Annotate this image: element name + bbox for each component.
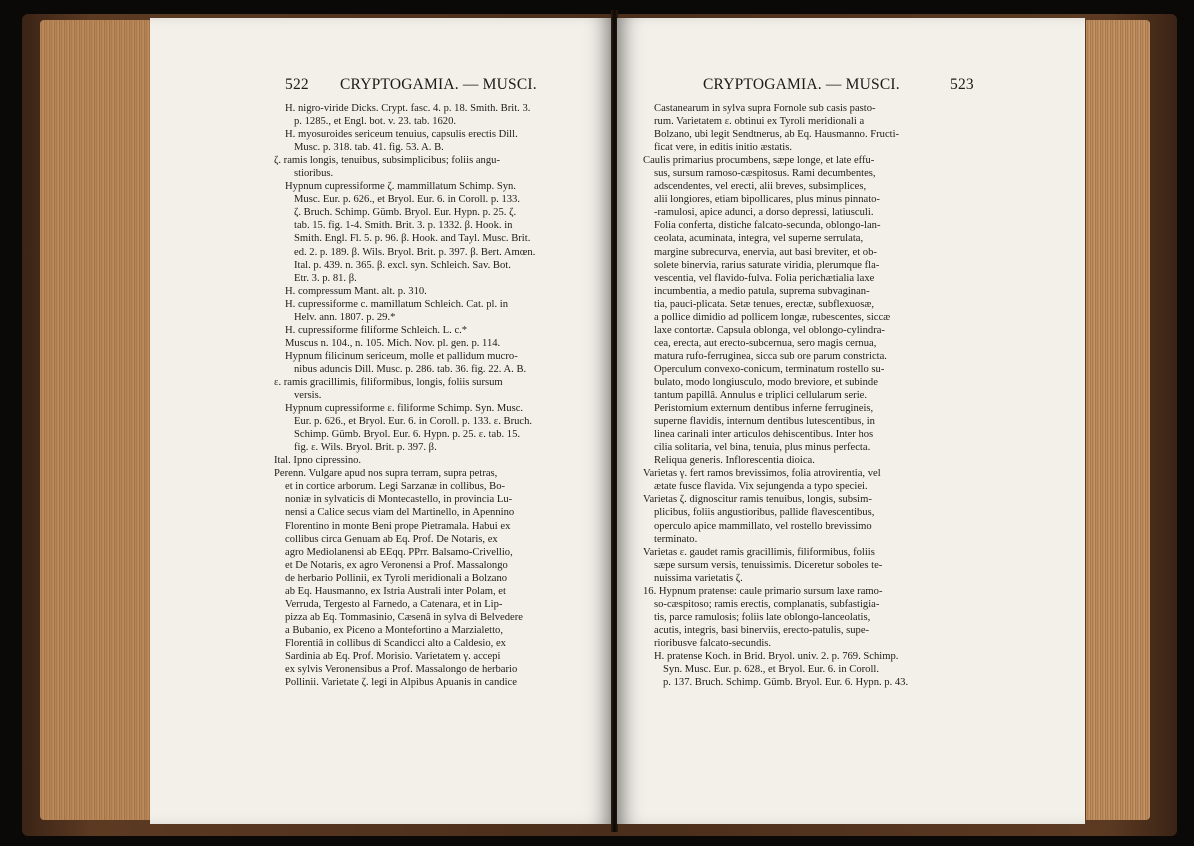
text-line: H. pratense Koch. in Brid. Bryol. univ. 2. p. 769. Schimp. xyxy=(654,650,899,662)
text-line: linea carinali inter articulos dehiscentibus. Inter hos xyxy=(654,429,874,441)
text-line: Varietas ε. gaudet ramis gracillimis, filiformibus, foliis xyxy=(643,546,875,558)
text-line: H. cupressiforme c. mamillatum Schleich. Cat. pl. in xyxy=(285,298,509,310)
text-line: H. myosuroides sericeum tenuius, capsulis erectis Dill. xyxy=(285,129,518,141)
text-line: Muscus n. 104., n. 105. Mich. Nov. pl. gen. p. 114. xyxy=(285,337,501,349)
text-line: H. nigro-viride Dicks. Crypt. fasc. 4. p. 18. Smith. Brit. 3. xyxy=(285,103,531,114)
text-line: cilia solitaria, vel bina, tenuia, plus minus perfecta. xyxy=(654,442,871,454)
text-line: Florentino in monte Beni prope Pietramala. Habui ex xyxy=(285,520,511,532)
text-line: Florentiâ in collibus di Scandicci alto a Caldesio, ex xyxy=(285,637,506,649)
text-line: Hypnum cupressiforme ζ. mammillatum Schimp. Syn. xyxy=(285,181,516,193)
text-line: p. 137. Bruch. Schimp. Gümb. Bryol. Eur. 6. Hypn. p. 43. xyxy=(663,677,909,689)
right-page xyxy=(617,18,1085,824)
text-line: tab. 15. fig. 1-4. Smith. Brit. 3. p. 1332. β. Hook. in xyxy=(294,220,513,232)
text-line: ζ. ramis longis, tenuibus, subsimplicibus; foliis angu- xyxy=(274,155,500,167)
text-line: Folia conferta, distiche falcato-secunda, oblongo-lan- xyxy=(654,220,881,232)
text-line: sus, sursum ramoso-cæspitosus. Rami decumbentes, xyxy=(654,168,876,180)
text-line: stioribus. xyxy=(294,168,334,180)
text-line: alii longiores, etiam bipollicares, plus minus pinnato- xyxy=(654,194,880,206)
text-line: Musc. p. 318. tab. 41. fig. 53. A. B. xyxy=(294,142,444,154)
text-line: ab Eq. Hausmanno, ex Istria Australi inter Polam, et xyxy=(285,585,506,597)
text-line: a Bubanio, ex Piceno a Montefortino a Marzialetto, xyxy=(285,624,503,636)
text-line: agro Mediolanensi ab EEqq. PPrr. Balsamo-Crivellio, xyxy=(285,546,513,558)
text-line: ε. ramis gracillimis, filiformibus, longis, foliis sursum xyxy=(274,376,503,388)
text-line: fig. ε. Wils. Bryol. Brit. p. 397. β. xyxy=(294,442,437,454)
text-line: incumbentia, a medio patula, suprema subvaginan- xyxy=(654,285,870,297)
text-line: H. compressum Mant. alt. p. 310. xyxy=(285,285,427,297)
text-line: matura rufo-ferruginea, sicca sub ore parum constricta. xyxy=(654,350,887,362)
text-line: noniæ in sylvaticis di Montecastello, in provincia Lu- xyxy=(285,494,513,506)
text-line: Musc. Eur. p. 626., et Bryol. Eur. 6. in Coroll. p. 133. xyxy=(294,194,520,206)
text-line: acutis, integris, basi binerviis, erecto-patulis, supe- xyxy=(654,624,870,636)
text-line: pizza ab Eq. Tommasinio, Cæsenâ in sylva di Belvedere xyxy=(285,611,523,623)
text-line: ficat vere, in editis initio æstatis. xyxy=(654,142,792,154)
text-line: versis. xyxy=(294,390,322,402)
text-line: p. 1285., et Engl. bot. v. 23. tab. 1620. xyxy=(294,116,457,128)
right-page-edges xyxy=(1086,20,1150,820)
text-line: ed. 2. p. 189. β. Wils. Bryol. Brit. p. 397. β. Bert. Amœn. xyxy=(294,246,536,258)
text-line: rioribusve falcato-secundis. xyxy=(654,637,772,649)
text-line: terminato. xyxy=(654,533,698,545)
text-line: ætate fusce flavida. Vix sejungenda a typo speciei. xyxy=(654,481,868,493)
text-line: ceolata, acuminata, integra, vel superne serrulata, xyxy=(654,233,864,245)
text-line: Peristomium externum dentibus inferne ferrugineis, xyxy=(654,403,874,415)
text-line: Perenn. Vulgare apud nos supra terram, supra petras, xyxy=(274,468,498,480)
text-line: plicibus, foliis angustioribus, pallide flavescentibus, xyxy=(654,507,875,519)
text-line: Verruda, Tergesto al Farnedo, a Catenara, et in Lip- xyxy=(285,598,503,610)
text-line: et De Notaris, ex agro Veronensi a Prof. Massalongo xyxy=(285,559,508,571)
left-running-head: CRYPTOGAMIA. — MUSCI. xyxy=(340,76,537,93)
text-line: bulato, modo longiusculo, modo breviore, et subinde xyxy=(654,376,878,388)
text-line: de herbario Pollinii, ex Tyroli meridionali a Bolzano xyxy=(285,572,508,584)
text-line: operculo apice mammillato, vel rostello brevissimo xyxy=(654,520,872,532)
right-page-number: 523 xyxy=(950,76,974,93)
text-line: collibus circa Genuam ab Eq. Prof. De Notaris, ex xyxy=(285,533,498,545)
text-line: Hypnum filicinum sericeum, molle et pallidum mucro- xyxy=(285,350,518,362)
text-line: Sardinia ab Eq. Prof. Morisio. Varietatem γ. accepi xyxy=(285,650,501,662)
text-line: cea, erecta, aut erecto-subcernua, sero magis cernua, xyxy=(654,337,877,349)
text-line: Etr. 3. p. 81. β. xyxy=(294,272,357,284)
text-line: Ital. p. 439. n. 365. β. excl. syn. Schleich. Sav. Bot. xyxy=(294,259,511,271)
text-line: so-cæspitoso; ramis erectis, complanatis, subfastigia- xyxy=(654,598,880,610)
text-line: nensi a Calice secus viam del Martinello, in Apennino xyxy=(285,507,515,519)
text-line: Ital. Ipno cipressino. xyxy=(274,455,362,467)
text-line: Bolzano, ubi legit Sendtnerus, ab Eq. Hausmanno. Fructi- xyxy=(654,129,900,141)
text-line: Varietas ζ. dignoscitur ramis tenuibus, longis, subsim- xyxy=(643,494,872,506)
text-line: nuissima varietatis ζ. xyxy=(654,572,743,584)
text-line: Syn. Musc. Eur. p. 628., et Bryol. Eur. 6. in Coroll. xyxy=(663,664,879,676)
text-line: laxe contortæ. Capsula oblonga, vel oblongo-cylindra- xyxy=(654,324,885,336)
right-running-head: CRYPTOGAMIA. — MUSCI. xyxy=(703,76,900,93)
text-line: ζ. Bruch. Schimp. Gümb. Bryol. Eur. Hypn. p. 25. ζ. xyxy=(294,207,517,219)
text-line: solete binervia, rarius saturate viridia, plerumque fla- xyxy=(654,259,880,271)
text-line: tis, parce ramulosis; foliis late oblongo-lanceolatis, xyxy=(654,611,871,623)
text-line: vescentia, vel flavido-fulva. Folia perichætialia laxe xyxy=(654,272,875,284)
text-line: -ramulosi, apice adunci, a dorso depressi, latiusculi. xyxy=(654,207,874,219)
text-line: tia, pauci-plicata. Setæ tenues, erectæ, subflexuosæ, xyxy=(654,298,875,310)
left-page xyxy=(150,18,612,824)
text-line: superne flavidis, internum dentibus lutescentibus, in xyxy=(654,416,875,428)
text-line: sæpe sursum versis, tenuissimis. Diceretur soboles te- xyxy=(654,559,883,571)
text-line: Hypnum cupressiforme ε. filiforme Schimp. Syn. Musc. xyxy=(285,403,524,415)
text-line: 16. Hypnum pratense: caule primario sursum laxe ramo- xyxy=(643,585,883,597)
text-line: et in cortice arborum. Legi Sarzanæ in collibus, Bo- xyxy=(285,481,506,493)
text-line: H. cupressiforme filiforme Schleich. L. c.* xyxy=(285,324,468,336)
text-line: margine subrecurva, enervia, aut basi breviter, et ob- xyxy=(654,246,877,258)
left-page-text xyxy=(274,102,599,689)
text-line: tantum papillâ. Annulus e triplici cellularum serie. xyxy=(654,390,867,402)
text-line: Helv. ann. 1807. p. 29.* xyxy=(294,311,396,323)
text-line: Varietas γ. fert ramos brevissimos, folia atrovirentia, vel xyxy=(643,468,881,480)
text-line: adscendentes, vel erecti, alii breves, subsimplices, xyxy=(654,181,867,193)
text-line: Operculum convexo-conicum, terminatum rostello su- xyxy=(654,363,885,375)
text-line: ex sylvis Veronensibus a Prof. Massalongo de herbario xyxy=(285,664,518,676)
text-line: a pollice dimidio ad pollicem longæ, rubescentes, siccæ xyxy=(654,311,891,323)
right-page-text xyxy=(643,102,968,689)
text-line: Schimp. Gümb. Bryol. Eur. 6. Hypn. p. 25. ε. tab. 15. xyxy=(294,429,521,441)
text-line: Smith. Engl. Fl. 5. p. 96. β. Hook. and Tayl. Musc. Brit. xyxy=(294,233,531,245)
left-page-edges xyxy=(40,20,152,820)
left-page-number: 522 xyxy=(285,76,309,93)
text-line: Castanearum in sylva supra Fornole sub casis pasto- xyxy=(654,103,876,114)
text-line: Eur. p. 626., et Bryol. Eur. 6. in Coroll. p. 133. ε. Bruch. xyxy=(294,416,533,428)
text-line: rum. Varietatem ε. obtinui ex Tyroli meridionali a xyxy=(654,116,865,128)
text-line: Pollinii. Varietate ζ. legi in Alpibus Apuanis in candice xyxy=(285,677,517,689)
text-line: nibus aduncis Dill. Musc. p. 286. tab. 36. fig. 22. A. B. xyxy=(294,363,527,375)
text-line: Caulis primarius procumbens, sæpe longe, et late effu- xyxy=(643,155,875,167)
text-line: Reliqua generis. Inflorescentia dioica. xyxy=(654,455,815,467)
